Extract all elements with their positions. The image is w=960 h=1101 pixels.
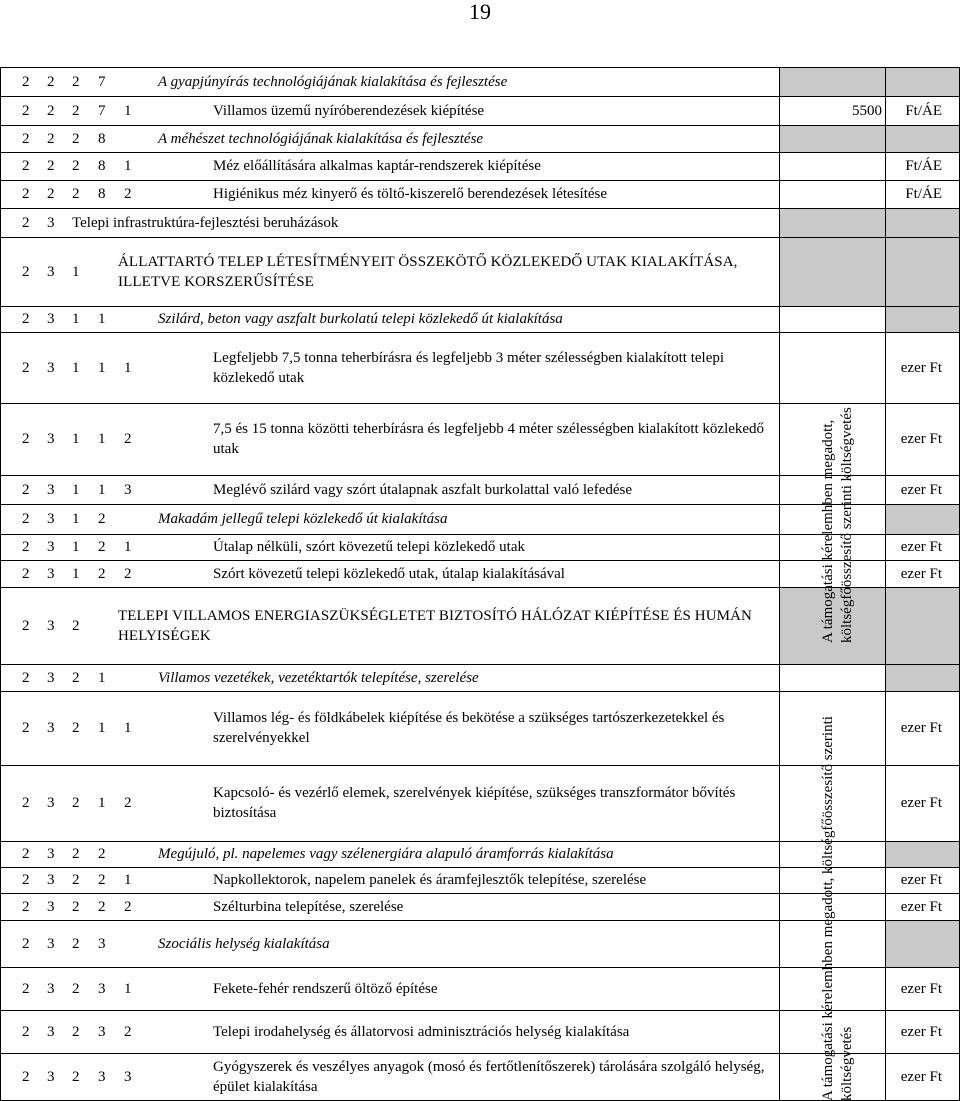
row-code-digit: 2: [22, 1069, 30, 1085]
row-code-digit: 2: [22, 186, 30, 202]
row-code-digit: 3: [47, 670, 55, 686]
row-code-digit: 1: [98, 795, 106, 811]
row-label: Megújuló, pl. napelemes vagy szélenergiára alapuló áramforrás kialakítása: [158, 846, 614, 862]
row-label: Útalap nélküli, szórt kövezetű telepi közlekedő utak: [213, 539, 525, 555]
row-amount: 5500: [852, 103, 882, 119]
row-code-digit: 2: [72, 618, 80, 634]
row-divider: [0, 587, 960, 588]
row-code-digit: 3: [47, 482, 55, 498]
row-code-digit: 2: [98, 566, 106, 582]
column-divider: [885, 67, 886, 1101]
row-code-digit: 2: [22, 215, 30, 231]
row-label: Szórt kövezetű telepi közlekedő utak, útalap kialakításával: [213, 566, 565, 582]
row-code-digit: 3: [47, 431, 55, 447]
row-code-digit: 2: [124, 1024, 132, 1040]
table-row: [0, 475, 960, 504]
row-label: Gyógyszerek és veszélyes anyagok (mosó és fertőtlenítőszerek) tárolására szolgáló helység, épület kialakítása: [213, 1059, 765, 1095]
row-code-digit: 2: [22, 311, 30, 327]
row-code-digit: 2: [72, 1069, 80, 1085]
row-code-digit: 3: [124, 1069, 132, 1085]
row-code-digit: 2: [98, 846, 106, 862]
row-label: Villamos vezetékek, vezetéktartók telepítése, szerelése: [158, 670, 479, 686]
row-code-digit: 1: [72, 511, 80, 527]
row-label: Méz előállítására alkalmas kaptár-rendszerek kiépítése: [213, 158, 541, 174]
table-row: [0, 534, 960, 560]
row-code-digit: 2: [47, 158, 55, 174]
row-code-digit: 3: [47, 1069, 55, 1085]
row-code-digit: 2: [22, 431, 30, 447]
row-code-digit: 1: [124, 539, 132, 555]
row-unit: ezer Ft: [900, 899, 942, 915]
row-code-digit: 2: [72, 131, 80, 147]
row-code-digit: 2: [22, 899, 30, 915]
row-code-digit: 3: [47, 981, 55, 997]
row-unit: ezer Ft: [900, 872, 942, 888]
table-row: [0, 1010, 960, 1053]
row-code-digit: 2: [98, 872, 106, 888]
row-code-digit: 3: [47, 1024, 55, 1040]
row-divider: [0, 867, 960, 868]
row-code-digit: 2: [124, 431, 132, 447]
row-code-digit: 3: [98, 1024, 106, 1040]
row-code-digit: 2: [72, 158, 80, 174]
row-code-digit: 2: [22, 511, 30, 527]
row-code-digit: 1: [98, 670, 106, 686]
side-note-2-line2: költségvetés: [839, 1026, 855, 1101]
side-note-2-line1: A támogatási kérelemhben megadott, költségfőösszesítő szerinti: [820, 716, 836, 1101]
row-code-digit: 2: [124, 566, 132, 582]
row-divider: [0, 560, 960, 561]
side-note-1-line2: költségfőösszesítő szerinti költségvetés: [839, 407, 855, 643]
row-divider: [0, 96, 960, 97]
table-row: [0, 125, 960, 152]
row-divider: [0, 67, 960, 68]
row-code-digit: 1: [124, 360, 132, 376]
row-code-digit: 1: [72, 431, 80, 447]
cost-table: [0, 67, 960, 1101]
row-divider: [0, 237, 960, 238]
row-code-digit: 2: [22, 618, 30, 634]
row-code-digit: 7: [98, 74, 106, 90]
row-label: 7,5 és 15 tonna közötti teherbírásra és legfeljebb 4 méter szélességben kialakított közlekedő utak: [213, 421, 765, 457]
row-code-digit: 1: [98, 311, 106, 327]
row-code-digit: 3: [47, 846, 55, 862]
row-code-digit: 2: [22, 264, 30, 280]
row-unit: ezer Ft: [900, 981, 942, 997]
row-code-digit: 1: [124, 872, 132, 888]
row-divider: [0, 125, 960, 126]
row-label: Higiénikus méz kinyerő és töltő-kiszerelő berendezések létesítése: [213, 186, 608, 202]
row-code-digit: 1: [72, 566, 80, 582]
row-code-digit: 1: [72, 360, 80, 376]
row-code-digit: 2: [72, 670, 80, 686]
row-code-digit: 1: [98, 720, 106, 736]
row-code-digit: 2: [72, 103, 80, 119]
row-code-digit: 2: [98, 511, 106, 527]
row-code-digit: 2: [98, 899, 106, 915]
row-code-digit: 3: [47, 311, 55, 327]
row-label: Villamos üzemű nyíróberendezések kiépítése: [213, 103, 485, 119]
row-code-digit: 2: [22, 74, 30, 90]
page-number: 19: [469, 0, 491, 24]
row-code-digit: 3: [47, 566, 55, 582]
column-divider: [779, 67, 780, 1101]
row-code-digit: 2: [22, 720, 30, 736]
row-divider: [0, 504, 960, 505]
row-code-digit: 1: [72, 482, 80, 498]
row-code-digit: 3: [98, 1069, 106, 1085]
side-note-2: [819, 671, 857, 1101]
row-code-digit: 1: [98, 360, 106, 376]
row-code-digit: 2: [22, 158, 30, 174]
table-row: [0, 180, 960, 208]
row-code-digit: 2: [22, 846, 30, 862]
row-code-digit: 1: [72, 539, 80, 555]
row-code-digit: 2: [72, 981, 80, 997]
row-code-digit: 2: [124, 899, 132, 915]
table-row: [0, 67, 960, 96]
row-label: Fekete-fehér rendszerű öltöző építése: [213, 981, 438, 997]
row-divider: [0, 332, 960, 333]
row-code-digit: 8: [98, 158, 106, 174]
table-row: [0, 691, 960, 765]
row-code-digit: 1: [72, 311, 80, 327]
row-code-digit: 2: [22, 103, 30, 119]
row-code-digit: 3: [47, 215, 55, 231]
row-unit: ezer Ft: [900, 360, 942, 376]
row-code-digit: 1: [98, 431, 106, 447]
table-row: [0, 96, 960, 125]
row-label: Szilárd, beton vagy aszfalt burkolatú telepi közlekedő út kialakítása: [158, 311, 563, 327]
table-row: [0, 306, 960, 332]
table-row: [0, 152, 960, 180]
row-code-digit: 1: [124, 981, 132, 997]
table-border-left: [0, 67, 1, 1101]
row-code-digit: 3: [124, 482, 132, 498]
row-code-digit: 3: [47, 539, 55, 555]
row-code-digit: 3: [98, 936, 106, 952]
table-row: [0, 841, 960, 867]
row-code-digit: 2: [22, 872, 30, 888]
row-code-digit: 8: [98, 186, 106, 202]
row-code-digit: 2: [47, 186, 55, 202]
row-code-digit: 2: [47, 74, 55, 90]
row-code-digit: 1: [124, 720, 132, 736]
row-label: Villamos lég- és földkábelek kiépítése és bekötése a szükséges tartószerkezetekkel és szerelvényekkel: [213, 710, 725, 746]
row-code-digit: 8: [98, 131, 106, 147]
table-row: [0, 920, 960, 967]
row-code-digit: 3: [47, 511, 55, 527]
row-code-digit: 2: [72, 1024, 80, 1040]
row-label: Szociális helység kialakítása: [158, 936, 330, 952]
row-divider: [0, 841, 960, 842]
table-row: [0, 867, 960, 893]
row-label: Telepi irodahelység és állatorvosi adminisztrációs helység kialakítása: [213, 1024, 630, 1040]
table-row: [0, 332, 960, 403]
row-code-digit: 2: [72, 720, 80, 736]
table-row: [0, 967, 960, 1010]
row-divider: [0, 152, 960, 153]
row-divider: [0, 920, 960, 921]
side-note-1: [819, 373, 857, 643]
row-label: Szélturbina telepítése, szerelése: [213, 899, 404, 915]
table-row: [0, 893, 960, 920]
row-divider: [0, 664, 960, 665]
row-divider: [0, 403, 960, 404]
row-divider: [0, 180, 960, 181]
row-unit: ezer Ft: [900, 431, 942, 447]
row-label: TELEPI VILLAMOS ENERGIASZÜKSÉGLETET BIZTOSÍTÓ HÁLÓZAT KIÉPÍTÉSE ÉS HUMÁN HELYISÉGEK: [118, 608, 752, 644]
row-code-digit: 2: [72, 936, 80, 952]
row-label: Napkollektorok, napelem panelek és áramfejlesztők telepítése, szerelése: [213, 872, 647, 888]
row-code-digit: 2: [98, 539, 106, 555]
row-code-digit: 1: [72, 264, 80, 280]
table-row: [0, 664, 960, 691]
row-unit: ezer Ft: [900, 539, 942, 555]
row-code-digit: 3: [47, 264, 55, 280]
row-code-digit: 2: [72, 846, 80, 862]
row-code-digit: 3: [47, 720, 55, 736]
row-code-digit: 2: [72, 186, 80, 202]
row-code-digit: 2: [72, 899, 80, 915]
row-unit: ezer Ft: [900, 482, 942, 498]
row-label: Legfeljebb 7,5 tonna teherbírásra és legfeljebb 3 méter szélességben kialakított telepi közlekedő utak: [213, 350, 725, 386]
row-label: Makadám jellegű telepi közlekedő út kialakítása: [158, 511, 448, 527]
row-divider: [0, 1053, 960, 1054]
row-code-digit: 2: [22, 795, 30, 811]
row-code-digit: 2: [47, 131, 55, 147]
row-code-digit: 1: [124, 103, 132, 119]
row-divider: [0, 765, 960, 766]
row-unit: ezer Ft: [900, 795, 942, 811]
row-code-digit: 7: [98, 103, 106, 119]
row-unit: ezer Ft: [900, 1024, 942, 1040]
row-code-digit: 2: [72, 872, 80, 888]
row-code-digit: 2: [22, 936, 30, 952]
row-code-digit: 1: [98, 482, 106, 498]
row-code-digit: 2: [124, 186, 132, 202]
table-row: [0, 403, 960, 475]
row-code-digit: 3: [47, 899, 55, 915]
row-code-digit: 3: [47, 360, 55, 376]
row-code-digit: 2: [22, 539, 30, 555]
row-divider: [0, 967, 960, 968]
row-code-digit: 2: [22, 360, 30, 376]
table-row: [0, 560, 960, 587]
row-code-digit: 2: [22, 1024, 30, 1040]
row-code-digit: 2: [22, 981, 30, 997]
row-divider: [0, 208, 960, 209]
row-label: Telepi infrastruktúra-fejlesztési beruházások: [72, 215, 339, 231]
row-code-digit: 2: [22, 131, 30, 147]
row-label: Kapcsoló- és vezérlő elemek, szerelvények kiépítése, szükséges transzformátor bővítés biztosítása: [213, 785, 736, 821]
row-label: ÁLLATTARTÓ TELEP LÉTESÍTMÉNYEIT ÖSSZEKÖTŐ KÖZLEKEDŐ UTAK KIALAKÍTÁSA, ILLETVE KORSZERŰSÍTÉSE: [118, 254, 738, 290]
row-code-digit: 2: [22, 566, 30, 582]
row-code-digit: 2: [22, 670, 30, 686]
row-code-digit: 3: [47, 795, 55, 811]
row-code-digit: 2: [72, 74, 80, 90]
row-code-digit: 3: [47, 936, 55, 952]
row-unit: Ft/ÁE: [905, 158, 942, 174]
table-row: [0, 1053, 960, 1101]
table-row: [0, 587, 960, 664]
row-divider: [0, 475, 960, 476]
table-row: [0, 765, 960, 841]
row-divider: [0, 306, 960, 307]
row-divider: [0, 1010, 960, 1011]
table-row: [0, 504, 960, 534]
row-code-digit: 2: [124, 795, 132, 811]
side-note-1-line1: A támogatási kérelemhben megadott,: [820, 419, 836, 643]
row-code-digit: 2: [22, 482, 30, 498]
row-code-digit: 3: [47, 872, 55, 888]
row-code-digit: 1: [124, 158, 132, 174]
table-row: [0, 208, 960, 237]
row-code-digit: 3: [47, 618, 55, 634]
row-divider: [0, 893, 960, 894]
row-unit: ezer Ft: [900, 720, 942, 736]
row-unit: Ft/ÁE: [905, 186, 942, 202]
row-code-digit: 2: [72, 795, 80, 811]
row-unit: ezer Ft: [900, 1069, 942, 1085]
row-label: Meglévő szilárd vagy szórt útalapnak aszfalt burkolattal való lefedése: [213, 482, 633, 498]
row-divider: [0, 534, 960, 535]
row-label: A méhészet technológiájának kialakítása és fejlesztése: [158, 131, 484, 147]
row-unit: ezer Ft: [900, 566, 942, 582]
row-unit: Ft/ÁE: [905, 103, 942, 119]
row-code-digit: 2: [47, 103, 55, 119]
row-divider: [0, 691, 960, 692]
row-code-digit: 3: [98, 981, 106, 997]
row-label: A gyapjúnyírás technológiájának kialakítása és fejlesztése: [158, 74, 508, 90]
table-row: [0, 237, 960, 306]
